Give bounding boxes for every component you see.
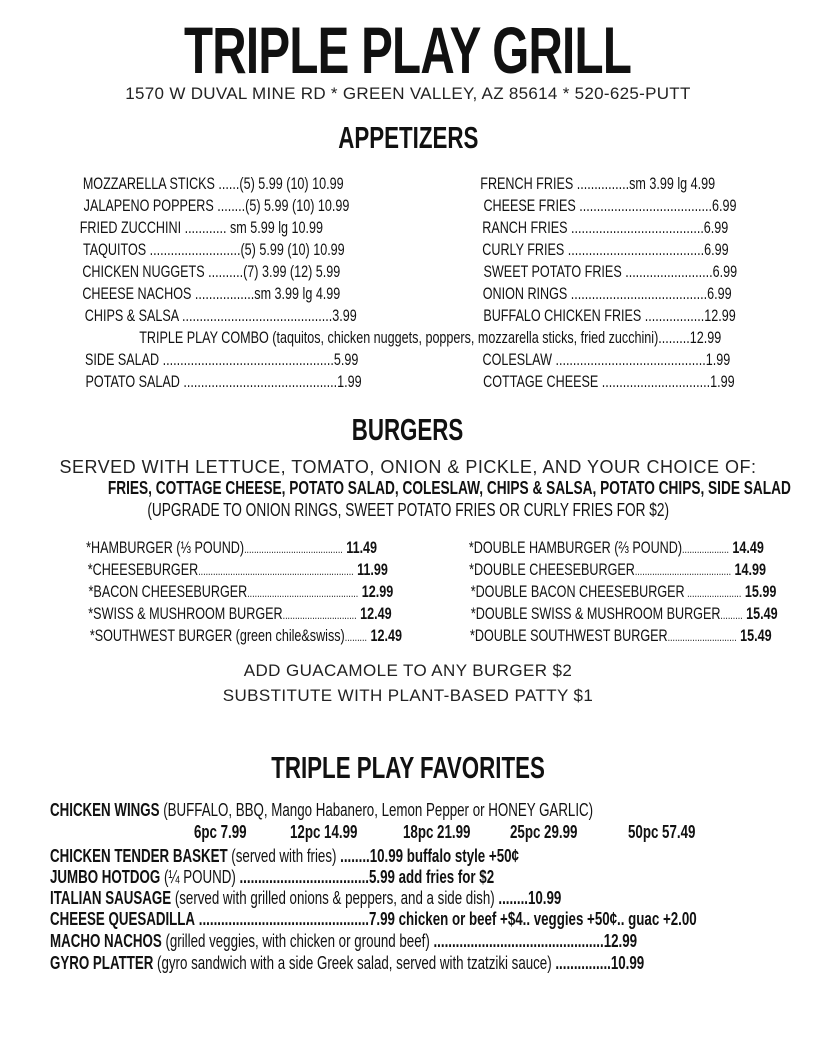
menu-item: SIDE SALAD .................................................5.99 bbox=[85, 350, 359, 369]
wings-price: 50pc 57.49 bbox=[628, 822, 696, 842]
favorite-item: CHEESE QUESADILLA ..............................................7.99 chicken or beef +$4.. veggies +50¢.. guac +2.00 bbox=[50, 909, 697, 929]
burgers-served-note: SERVED WITH LETTUCE, TOMATO, ONION & PICKLE, AND YOUR CHOICE OF: bbox=[59, 457, 757, 477]
menu-item: COLESLAW ...........................................1.99 bbox=[482, 350, 731, 369]
burger-item: *SWISS & MUSHROOM BURGER.............................. 12.49 bbox=[88, 604, 392, 623]
menu-item: FRENCH FRIES ...............sm 3.99 lg 4.99 bbox=[480, 174, 716, 193]
menu-item: BUFFALO CHICKEN FRIES .................12.99 bbox=[483, 306, 736, 325]
favorite-item: MACHO NACHOS (grilled veggies, with chicken or ground beef) ..............................................12.99 bbox=[50, 931, 638, 951]
burger-item: *DOUBLE CHEESEBURGER....................................... 14.99 bbox=[469, 560, 767, 579]
menu-item: CHICKEN NUGGETS ..........(7) 3.99 (12) 5.99 bbox=[82, 262, 341, 281]
burgers-upgrade-note: (UPGRADE TO ONION RINGS, SWEET POTATO FRIES OR CURLY FRIES FOR $2) bbox=[147, 500, 669, 520]
menu-item: RANCH FRIES ......................................6.99 bbox=[482, 218, 729, 237]
menu-item: COTTAGE CHEESE ...............................1.99 bbox=[483, 372, 735, 391]
favorite-item: GYRO PLATTER (gyro sandwich with a side Greek salad, served with tzatziki sauce) ...............10.99 bbox=[50, 953, 645, 973]
wings-price: 25pc 29.99 bbox=[510, 822, 578, 842]
menu-item: TAQUITOS ..........................(5) 5.99 (10) 10.99 bbox=[82, 240, 345, 259]
restaurant-title: TRIPLE PLAY GRILL bbox=[184, 13, 632, 87]
wings-price: 6pc 7.99 bbox=[194, 822, 247, 842]
burger-item: *BACON CHEESEBURGER............................................. 12.99 bbox=[88, 582, 394, 601]
burger-item: *HAMBURGER (⅓ POUND)........................................ 11.49 bbox=[86, 538, 378, 557]
wings-price: 18pc 21.99 bbox=[403, 822, 471, 842]
wings-item: CHICKEN WINGS (BUFFALO, BBQ, Mango Habanero, Lemon Pepper or HONEY GARLIC) bbox=[50, 800, 594, 820]
menu-item: CURLY FRIES .......................................6.99 bbox=[482, 240, 729, 259]
wings-price: 12pc 14.99 bbox=[290, 822, 358, 842]
burgers-side-choices: FRIES, COTTAGE CHEESE, POTATO SALAD, COLESLAW, CHIPS & SALSA, POTATO CHIPS, SIDE SALAD bbox=[107, 478, 791, 498]
menu-item: POTATO SALAD ............................................1.99 bbox=[85, 372, 362, 391]
favorite-item: ITALIAN SAUSAGE (served with grilled onions & peppers, and a side dish) ........10.99 bbox=[50, 888, 562, 908]
burger-item: *DOUBLE SWISS & MUSHROOM BURGER......... 15.49 bbox=[470, 604, 778, 623]
menu-item: CHEESE FRIES ......................................6.99 bbox=[483, 196, 737, 215]
burger-item: *DOUBLE HAMBURGER (⅔ POUND)................... 14.49 bbox=[468, 538, 764, 557]
combo-item: TRIPLE PLAY COMBO (taquitos, chicken nuggets, poppers, mozzarella sticks, fried zucchini).........12.99 bbox=[139, 328, 722, 347]
menu-item: JALAPENO POPPERS ........(5) 5.99 (10) 10.99 bbox=[83, 196, 350, 215]
guacamole-addon-note: ADD GUACAMOLE TO ANY BURGER $2 bbox=[243, 661, 573, 680]
menu-item: FRIED ZUCCHINI ............ sm 5.99 lg 10.99 bbox=[79, 218, 324, 237]
favorites-heading: TRIPLE PLAY FAVORITES bbox=[271, 750, 545, 785]
menu-item: MOZZARELLA STICKS ......(5) 5.99 (10) 10.99 bbox=[82, 174, 344, 193]
restaurant-address: 1570 W DUVAL MINE RD * GREEN VALLEY, AZ 85614 * 520-625-PUTT bbox=[125, 84, 691, 103]
favorite-item: CHICKEN TENDER BASKET (served with fries) ........10.99 buffalo style +50¢ bbox=[50, 846, 519, 866]
burgers-heading: BURGERS bbox=[352, 412, 464, 447]
menu-item: SWEET POTATO FRIES .........................6.99 bbox=[483, 262, 738, 281]
menu-item: ONION RINGS .......................................6.99 bbox=[482, 284, 732, 303]
burger-item: *DOUBLE BACON CHEESEBURGER ...................... 15.99 bbox=[470, 582, 777, 601]
plant-based-addon-note: SUBSTITUTE WITH PLANT-BASED PATTY $1 bbox=[222, 686, 594, 705]
menu-item: CHIPS & SALSA ...........................................3.99 bbox=[84, 306, 357, 325]
menu-item: CHEESE NACHOS .................sm 3.99 lg 4.99 bbox=[82, 284, 341, 303]
burger-item: *SOUTHWEST BURGER (green chile&swiss)......... 12.49 bbox=[89, 626, 402, 645]
burger-item: *CHEESEBURGER............................................................... 11.99 bbox=[87, 560, 388, 579]
burger-item: *DOUBLE SOUTHWEST BURGER............................ 15.49 bbox=[469, 626, 772, 645]
appetizers-heading: APPETIZERS bbox=[337, 120, 479, 155]
favorite-item: JUMBO HOTDOG (¼ POUND) ...................................5.99 add fries for $2 bbox=[50, 867, 495, 887]
